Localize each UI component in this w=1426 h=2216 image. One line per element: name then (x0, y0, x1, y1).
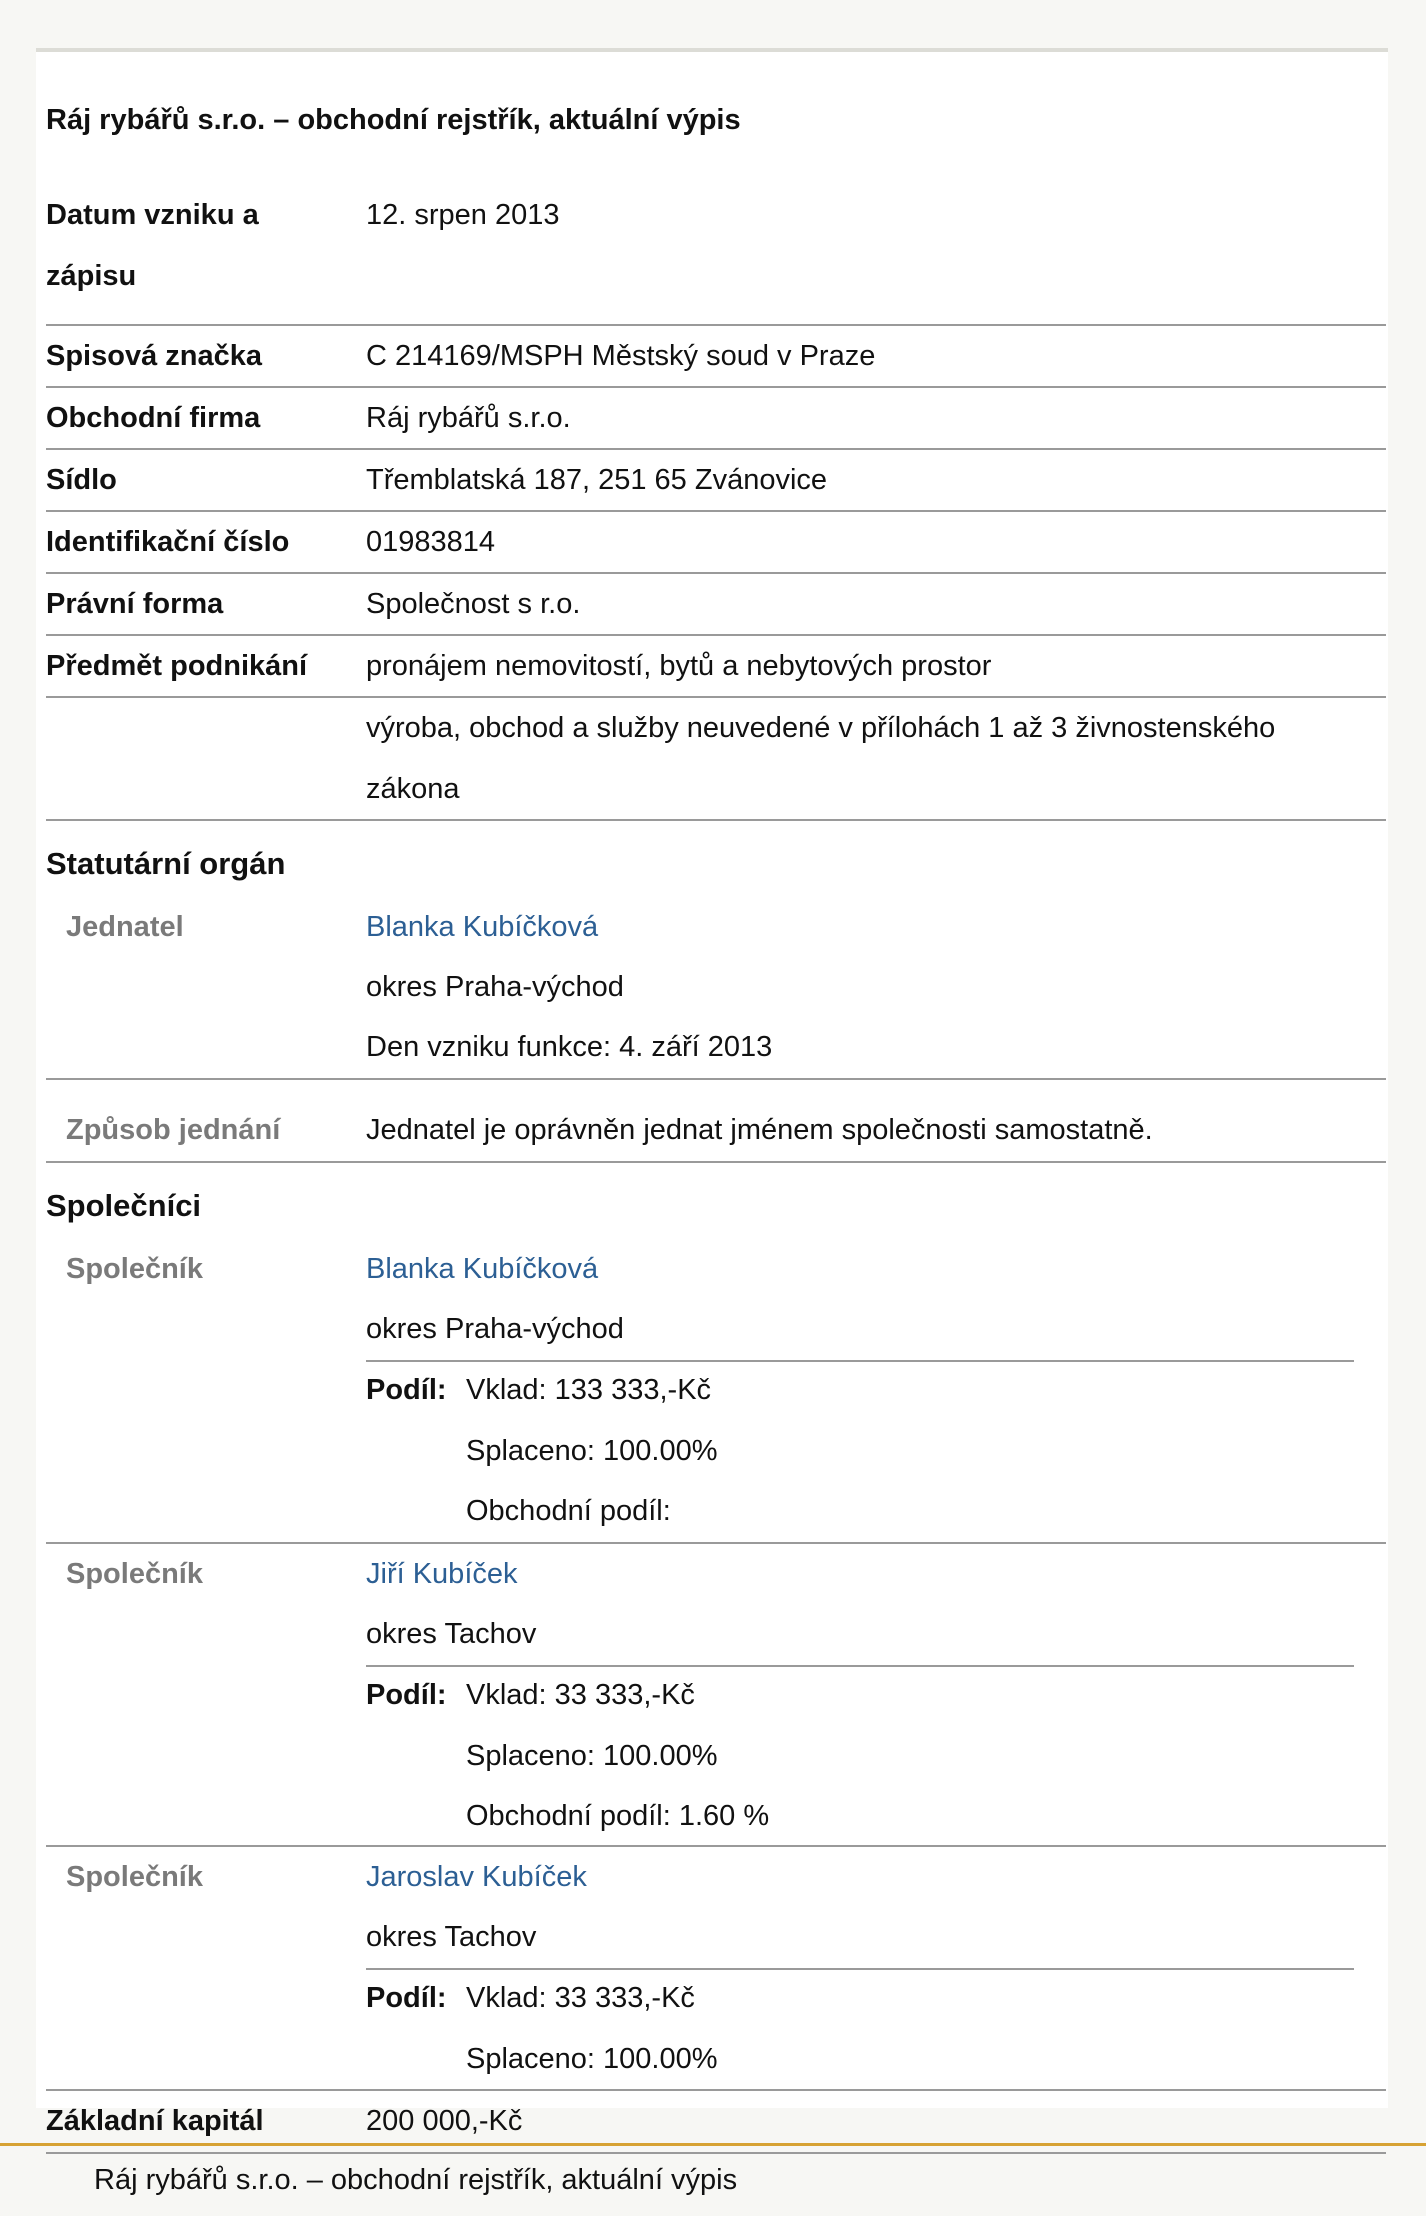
row-value: Ráj rybářů s.r.o. (366, 402, 571, 434)
share-vklad: Vklad: 133 333,-Kč (466, 1374, 712, 1406)
divider (46, 572, 1386, 574)
row-label: Identifikační číslo (46, 526, 290, 558)
footer-divider (0, 2143, 1426, 2146)
spolecnik-name-link[interactable] (366, 1544, 518, 1605)
person-link[interactable]: Blanka Kubíčková (366, 1253, 599, 1285)
row-datum-vzniku (46, 185, 1386, 325)
row-label: Sídlo (46, 464, 117, 496)
spolecnik-name-link[interactable] (366, 1239, 598, 1300)
row-label: Datum vzniku a (46, 199, 259, 231)
row-label: zápisu (46, 260, 137, 292)
jednatel-district: okres Praha-východ (366, 971, 624, 1003)
extract-panel (36, 48, 1388, 2137)
row-value: 200 000,-Kč (366, 2105, 523, 2137)
share-obchodni-podil: Obchodní podíl: 1.60 % (466, 1800, 770, 1832)
section-heading-spolecnici: Společníci (46, 1188, 202, 1223)
spolecnik-district: okres Praha-východ (366, 1313, 624, 1345)
divider (46, 1845, 1386, 1847)
person-link[interactable]: Jaroslav Kubíček (366, 1861, 587, 1893)
divider (46, 819, 1386, 821)
spolecnik-label: Společník (66, 1558, 203, 1590)
share-vklad: Vklad: 33 333,-Kč (466, 1982, 695, 2014)
document-title: Ráj rybářů s.r.o. – obchodní rejstřík, aktuální výpis (46, 104, 741, 136)
zpusob-jednani-label: Způsob jednání (66, 1114, 281, 1146)
zpusob-jednani-value: Jednatel je oprávněn jednat jménem společnosti samostatně. (366, 1114, 1153, 1146)
jednatel-since: Den vzniku funkce: 4. září 2013 (366, 1031, 773, 1063)
divider (46, 1161, 1386, 1163)
row-value: 12. srpen 2013 (366, 199, 560, 231)
row-value: C 214169/MSPH Městský soud v Praze (366, 340, 876, 372)
row-label: Spisová značka (46, 340, 262, 372)
row-label: Předmět podnikání (46, 650, 308, 682)
share-splaceno: Splaceno: 100.00% (466, 2043, 718, 2075)
divider (46, 2152, 1386, 2154)
row-value: 01983814 (366, 526, 496, 558)
row-value: pronájem nemovitostí, bytů a nebytových prostor (366, 650, 992, 682)
row-value: výroba, obchod a služby neuvedené v přílohách 1 až 3 živnostenského (366, 712, 1276, 744)
spolecnik-district: okres Tachov (366, 1618, 537, 1650)
row-label: Obchodní firma (46, 402, 261, 434)
spolecnik-name-link[interactable] (366, 1847, 587, 1908)
row-value: zákona (366, 773, 460, 805)
divider (46, 1078, 1386, 1080)
row-label: Základní kapitál (46, 2105, 264, 2137)
row-value: Společnost s r.o. (366, 588, 581, 620)
spolecnik-label: Společník (66, 1861, 203, 1893)
spolecnik-label: Společník (66, 1253, 203, 1285)
divider (46, 1542, 1386, 1544)
share-vklad: Vklad: 33 333,-Kč (466, 1679, 695, 1711)
share-obchodni-podil: Obchodní podíl: (466, 1495, 671, 1527)
share-splaceno: Splaceno: 100.00% (466, 1435, 718, 1467)
share-label: Podíl: (366, 1374, 447, 1406)
share-label: Podíl: (366, 1679, 447, 1711)
footer-caption: Ráj rybářů s.r.o. – obchodní rejstřík, aktuální výpis (94, 2164, 738, 2196)
jednatel-label: Jednatel (66, 911, 184, 943)
person-link[interactable]: Jiří Kubíček (366, 1558, 518, 1590)
row-label: Právní forma (46, 588, 224, 620)
section-heading-statutarni-organ: Statutární orgán (46, 846, 286, 881)
person-link[interactable]: Blanka Kubíčková (366, 911, 599, 943)
jednatel-name-link[interactable] (366, 897, 598, 958)
row-value: Třemblatská 187, 251 65 Zvánovice (366, 464, 828, 496)
spolecnik-district: okres Tachov (366, 1921, 537, 1953)
share-splaceno: Splaceno: 100.00% (466, 1740, 718, 1772)
share-label: Podíl: (366, 1982, 447, 2014)
